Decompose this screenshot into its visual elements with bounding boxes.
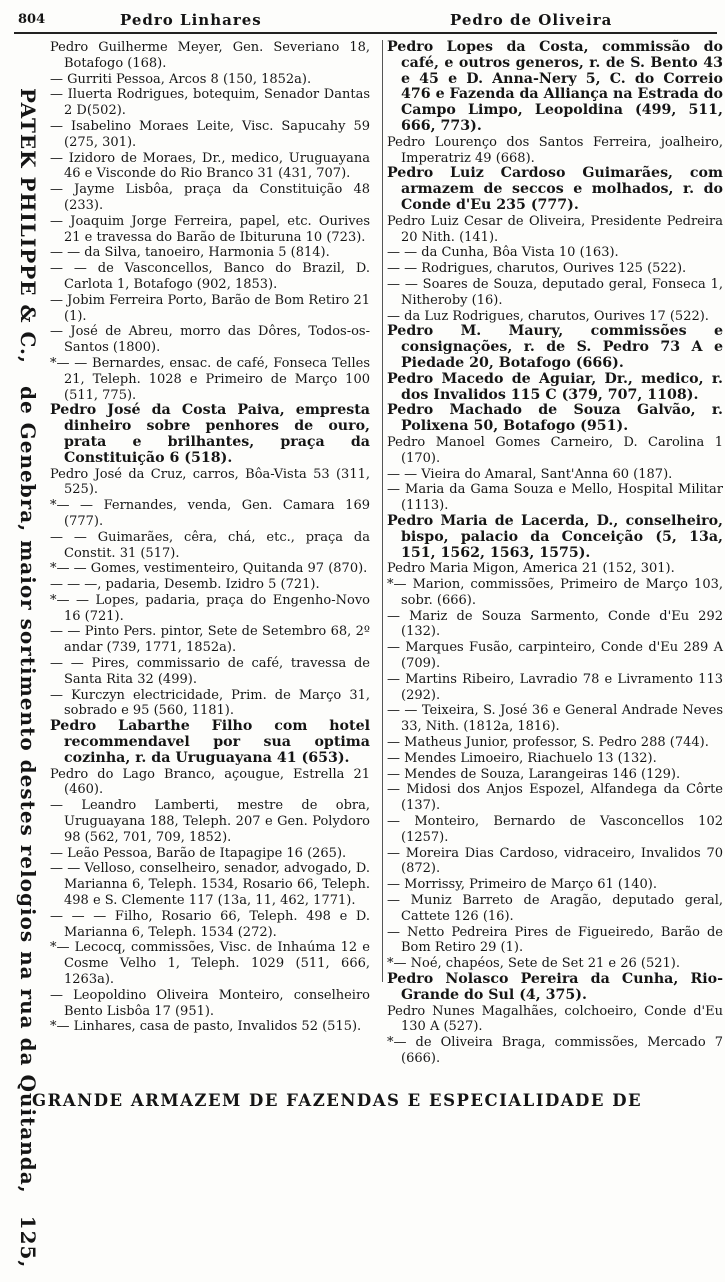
directory-entry: — Joaquim Jorge Ferreira, papel, etc. Ourives 21 e travessa do Barão de Ibituruna 10 (723). xyxy=(50,213,370,245)
directory-entry: *— Noé, chapéos, Sete de Set 21 e 26 (521). xyxy=(387,956,680,972)
directory-entry: Pedro José da Cruz, carros, Bôa-Vista 53 (311, 525). xyxy=(50,466,370,498)
ad-number: 125, xyxy=(16,1215,40,1269)
directory-entry: *— de Oliveira Braga, commissões, Mercado 7 (666). xyxy=(387,1035,723,1066)
left-column xyxy=(50,40,370,1035)
directory-entry: — da Luz Rodrigues, charutos, Ourives 17 (522). xyxy=(387,308,709,324)
directory-entry: — Leopoldino Oliveira Monteiro, conselheiro Bento Lisbôa 17 (951). xyxy=(50,987,370,1019)
directory-entry: *— Linhares, casa de pasto, Invalidos 52 (515). xyxy=(50,1019,362,1035)
directory-entry: — Maria da Gama Souza e Mello, Hospital Militar (1113). xyxy=(387,482,723,514)
page-header xyxy=(0,6,725,34)
directory-entry: *— — Fernandes, venda, Gen. Camara 169 (777). xyxy=(50,498,370,529)
directory-entry: Pedro Nunes Magalhães, colchoeiro, Conde d'Eu 130 A (527). xyxy=(387,1003,723,1035)
directory-entry: Pedro Lopes da Costa, commissão do café, e outros generos, r. de S. Bento 43 e 45 e D. Anna-Nery 5, C. do Correio 476 e Fazenda da Alliança na Estrada do Campo Limpo, Leopoldina (499, 511, 666, 773). xyxy=(387,39,723,134)
directory-entry: — Isabelino Moraes Leite, Visc. Sapucahy 59 (275, 301). xyxy=(50,118,370,150)
directory-entry: Pedro Labarthe Filho com hotel recommendavel por sua optima cozinha, r. da Uruguayana 41 (653). xyxy=(50,718,370,766)
directory-entry: *— — Lopes, padaria, praça do Engenho-Novo 16 (721). xyxy=(50,592,370,624)
directory-entry: — Leandro Lamberti, mestre de obra, Uruguayana 188, Teleph. 207 e Gen. Polydoro 98 (562, 701, 709, 1852). xyxy=(50,798,370,845)
directory-entry: — — Pires, commissario de café, travessa de Santa Rita 32 (499). xyxy=(50,656,370,687)
directory-entry: *— Marion, commissões, Primeiro de Março 103, sobr. (666). xyxy=(387,577,723,608)
header-right-title: Pedro de Oliveira xyxy=(450,11,613,29)
directory-entry: Pedro Luiz Cardoso Guimarães, com armazem de seccos e molhados, r. do Conde d'Eu 235 (777). xyxy=(387,165,723,213)
margin-advertisement xyxy=(2,88,54,1269)
ad-brand: PATEK PHILIPPE & C., xyxy=(16,88,40,364)
directory-entry: Pedro Macedo de Aguiar, Dr., medico, r. dos Invalidos 115 C (379, 707, 1108). xyxy=(387,370,723,403)
directory-entry: — Mariz de Souza Sarmento, Conde d'Eu 292 (132). xyxy=(387,608,723,640)
directory-entry: — Monteiro, Bernardo de Vasconcellos 102 (1257). xyxy=(387,814,723,845)
directory-entry: — José de Abreu, morro das Dôres, Todos-os-Santos (1800). xyxy=(50,324,370,356)
directory-entry: — Kurczyn electricidade, Prim. de Março 31, sobrado e 95 (560, 1181). xyxy=(50,687,370,719)
directory-entry: — Muniz Barreto de Aragão, deputado geral, Cattete 126 (16). xyxy=(387,893,723,924)
directory-entry: Pedro Luiz Cesar de Oliveira, Presidente Pedreira 20 Nith. (141). xyxy=(387,213,723,245)
directory-entry: Pedro M. Maury, commissões e consignações, r. de S. Pedro 73 A e Piedade 20, Botafogo (666). xyxy=(387,323,723,371)
directory-entry: — Morrissy, Primeiro de Março 61 (140). xyxy=(387,877,657,893)
directory-entry: Pedro do Lago Branco, açougue, Estrella 21 (460). xyxy=(50,766,370,798)
directory-entry: — — da Cunha, Bôa Vista 10 (163). xyxy=(387,245,619,261)
directory-entry: *— — Gomes, vestimenteiro, Quitanda 97 (870). xyxy=(50,561,368,577)
directory-entry: Pedro Machado de Souza Galvão, r. Polixena 50, Botafogo (951). xyxy=(387,402,723,435)
directory-entry: — — Velloso, conselheiro, senador, advogado, D. Marianna 6, Teleph. 1534, Rosario 66, Teleph. 498 e S. Clemente 117 (13a, 11, 462, 1771). xyxy=(50,861,370,909)
directory-entry: — Marques Fusão, carpinteiro, Conde d'Eu 289 A (709). xyxy=(387,640,723,672)
directory-entry: Pedro Guilherme Meyer, Gen. Severiano 18, Botafogo (168). xyxy=(50,40,370,71)
directory-entry: Pedro Lourenço dos Santos Ferreira, joalheiro, Imperatriz 49 (668). xyxy=(387,134,723,166)
directory-entry: *— — Bernardes, ensac. de café, Fonseca Telles 21, Teleph. 1028 e Primeiro de Março 100 (511, 775). xyxy=(50,355,370,403)
header-left-title: Pedro Linhares xyxy=(120,11,262,29)
directory-entry: — — Guimarães, cêra, chá, etc., praça da Constit. 31 (517). xyxy=(50,529,370,561)
directory-entry: — Jayme Lisbôa, praça da Constituição 48 (233). xyxy=(50,182,370,213)
directory-entry: — Leão Pessoa, Barão de Itapagipe 16 (265). xyxy=(50,845,347,861)
directory-entry: — Midosi dos Anjos Espozel, Alfandega da Côrte (137). xyxy=(387,782,723,814)
directory-entry: — Netto Pedreira Pires de Figueiredo, Barão de Bom Retiro 29 (1). xyxy=(387,924,723,956)
right-column xyxy=(382,39,723,1066)
directory-entry: — — Teixeira, S. José 36 e General Andrade Neves 33, Nith. (1812a, 1816). xyxy=(387,703,723,735)
directory-entry: — Mendes de Souza, Larangeiras 146 (129). xyxy=(387,766,681,782)
directory-entry: — — —, padaria, Desemb. Izidro 5 (721). xyxy=(50,577,320,593)
page-number: 804 xyxy=(18,12,46,27)
directory-entry: — Jobim Ferreira Porto, Barão de Bom Retiro 21 (1). xyxy=(50,292,370,324)
directory-entry: Pedro Maria Migon, America 21 (152, 301). xyxy=(387,561,675,577)
directory-entry: — — de Vasconcellos, Banco do Brazil, D. Carlota 1, Botafogo (902, 1853). xyxy=(50,261,370,292)
directory-entry: — Gurriti Pessoa, Arcos 8 (150, 1852a). xyxy=(50,71,312,87)
directory-entry: — Iluerta Rodrigues, botequim, Senador Dantas 2 D(502). xyxy=(50,87,370,119)
footer-advertisement: GRANDE ARMAZEM DE FAZENDAS E ESPECIALIDADE DE xyxy=(32,1091,643,1110)
directory-entry: — — da Silva, tanoeiro, Harmonia 5 (814). xyxy=(50,245,330,261)
directory-entry: — — Rodrigues, charutos, Ourives 125 (522). xyxy=(387,261,687,277)
directory-entry: — Izidoro de Moraes, Dr., medico, Uruguayana 46 e Visconde do Rio Branco 31 (431, 707). xyxy=(50,150,370,182)
ad-text: de Genebra, maior sortimento destes relogios na rua da Quitanda, xyxy=(16,385,40,1194)
directory-entry: — Martins Ribeiro, Lavradio 78 e Livramento 113 (292). xyxy=(387,671,723,703)
directory-entry: — Moreira Dias Cardoso, vidraceiro, Invalidos 70 (872). xyxy=(387,845,723,877)
directory-entry: Pedro Manoel Gomes Carneiro, D. Carolina 1 (170). xyxy=(387,434,723,466)
directory-entry: Pedro Nolasco Pereira da Cunha, Rio-Grande do Sul (4, 375). xyxy=(387,971,723,1003)
directory-entry: Pedro Maria de Lacerda, D., conselheiro, bispo, palacio da Conceição (5, 13a, 151, 1562, 1563, 1575). xyxy=(387,512,723,561)
directory-entry: — — Pinto Pers. pintor, Sete de Setembro 68, 2º andar (739, 1771, 1852a). xyxy=(50,624,370,656)
directory-entry: Pedro José da Costa Paiva, empresta dinheiro sobre penhores de ouro, prata e brilhantes, praça da Constituição 6 (518). xyxy=(50,402,370,466)
directory-entry: — Matheus Junior, professor, S. Pedro 288 (744). xyxy=(387,735,709,751)
directory-entry: *— Lecocq, commissões, Visc. de Inhaúma 12 e Cosme Velho 1, Teleph. 1029 (511, 666, 1263a). xyxy=(50,940,370,988)
directory-entry: — — Soares de Souza, deputado geral, Fonseca 1, Nitheroby (16). xyxy=(387,276,723,308)
header-rule xyxy=(14,32,717,34)
directory-entry: — Mendes Limoeiro, Riachuelo 13 (132). xyxy=(387,750,657,766)
directory-entry: — — — Filho, Rosario 66, Teleph. 498 e D. Marianna 6, Teleph. 1534 (272). xyxy=(50,908,370,940)
directory-entry: — — Vieira do Amaral, Sant'Anna 60 (187). xyxy=(387,466,673,482)
